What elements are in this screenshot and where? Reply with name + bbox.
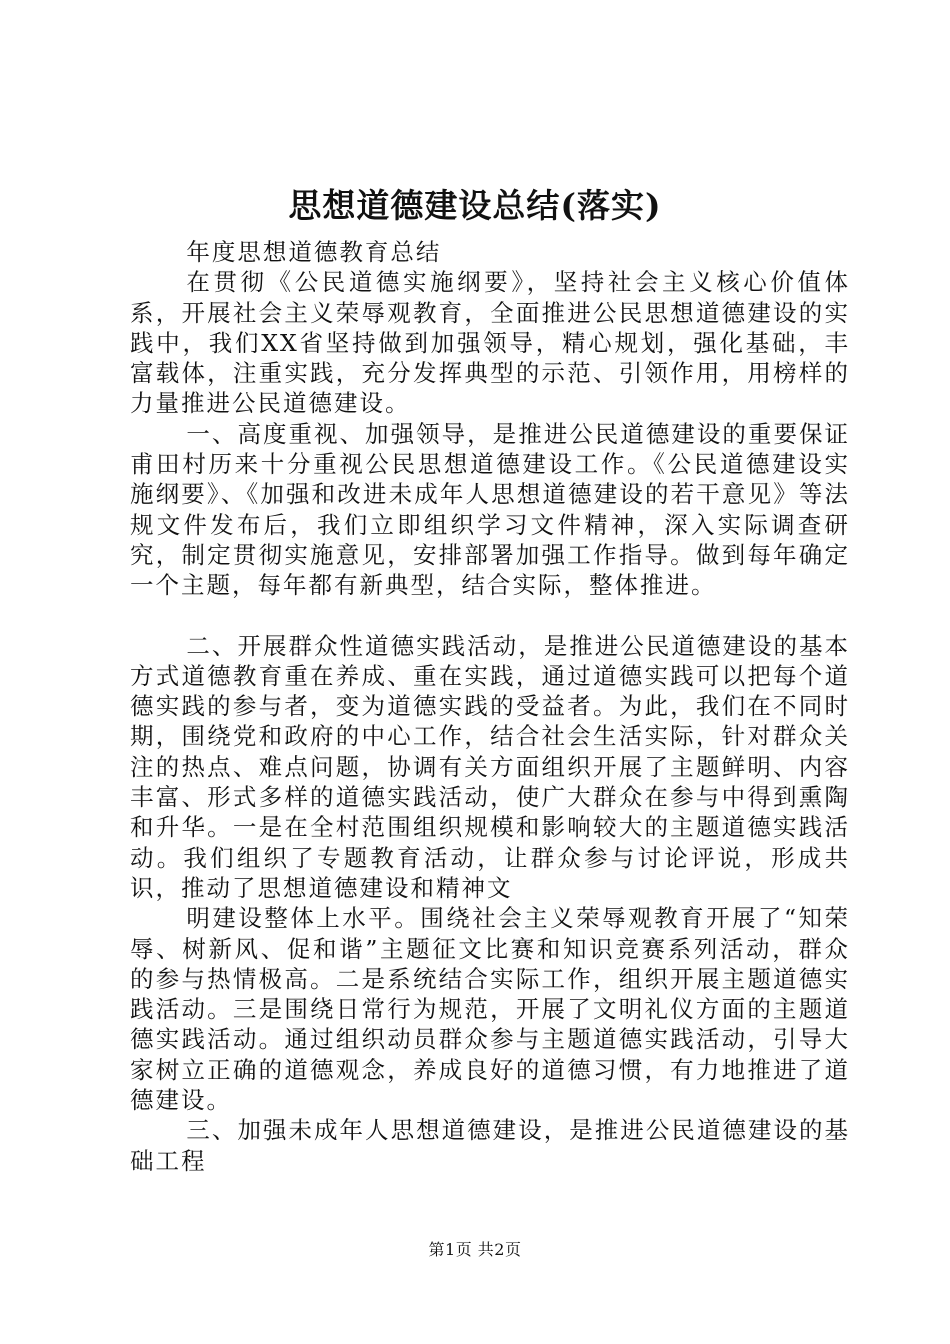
page-number-footer: 第1页 共2页 bbox=[428, 1240, 522, 1259]
paragraph-section-two-continued: 明建设整体上水平。围绕社会主义荣辱观教育开展了“知荣辱、树新风、促和谐”主题征文比赛和知识竞赛系列活动，群众的参与热情极高。二是系统结合实际工作，组织开展主题道德实践活动。三是围绕日常行为规范，开展了文明礼仪方面的主题道德实践活动。通过组织动员群众参与主题道德实践活动，引导大家树立正确的道德观念，养成良好的道德习惯，有力地推进了道德建设。 bbox=[130, 904, 850, 1115]
paragraph-intro: 在贯彻《公民道德实施纲要》，坚持社会主义核心价值体系，开展社会主义荣辱观教育，全面推进公民思想道德建设的实践中，我们XX省坚持做到加强领导，精心规划，强化基础，丰富载体，注重实践，充分发挥典型的示范、引领作用，用榜样的力量推进公民道德建设。 bbox=[130, 268, 850, 418]
document-title: 思想道德建设总结(落实) bbox=[288, 186, 662, 225]
document-body bbox=[130, 237, 850, 1176]
paragraph-subtitle: 年度思想道德教育总结 bbox=[186, 238, 442, 266]
paragraph-section-two: 二、开展群众性道德实践活动，是推进公民道德建设的基本方式道德教育重在养成、重在实践，通过道德实践可以把每个道德实践的参与者，变为道德实践的受益者。为此，我们在不同时期，围绕党和政府的中心工作，结合社会生活实际，针对群众关注的热点、难点问题，协调有关方面组织开展了主题鲜明、内容丰富、形式多样的道德实践活动，使广大群众在参与中得到熏陶和升华。一是在全村范围组织规模和影响较大的主题道德实践活动。我们组织了专题教育活动，让群众参与讨论评说，形成共识，推动了思想道德建设和精神文 bbox=[130, 631, 850, 902]
paragraph-section-three: 三、加强未成年人思想道德建设，是推进公民道德建设的基础工程 bbox=[130, 1116, 850, 1175]
paragraph-section-one: 一、高度重视、加强领导，是推进公民道德建设的重要保证甫田村历来十分重视公民思想道德建设工作。《公民道德建设实施纲要》、《加强和改进未成年人思想道德建设的若干意见》等法规文件发布后，我们立即组织学习文件精神，深入实际调查研究，制定贯彻实施意见，安排部署加强工作指导。做到每年确定一个主题，每年都有新典型，结合实际，整体推进。 bbox=[130, 419, 850, 600]
